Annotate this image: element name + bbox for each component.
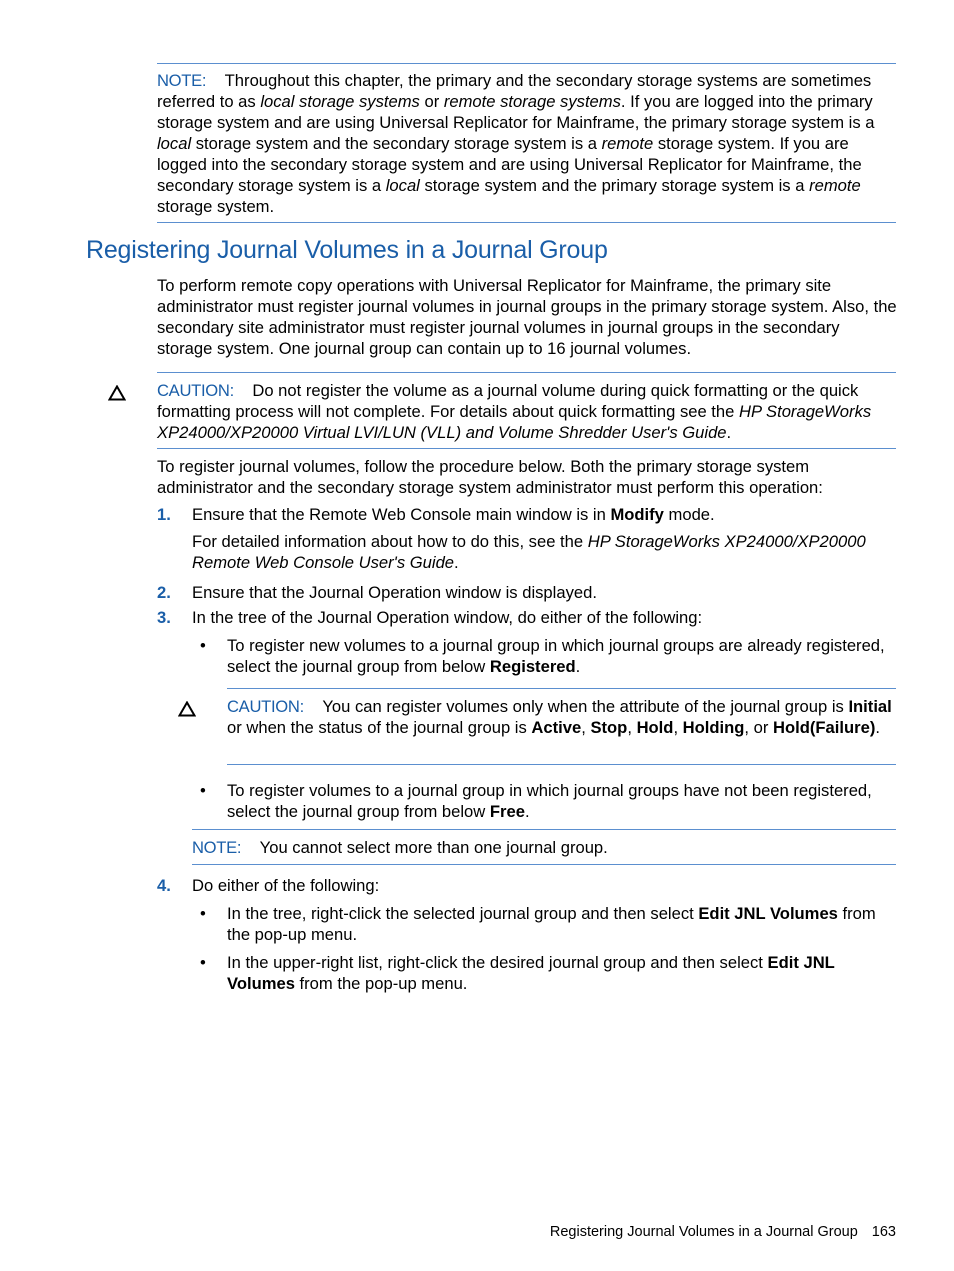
step-4-bullet-1: In the tree, right-click the selected journal group and then select Edit JNL Volumes from the pop-up menu.: [227, 904, 876, 944]
step-1-detail: For detailed information about how to do this, see the HP StorageWorks XP24000/XP20000 Remote Web Console User's Guide.: [192, 532, 866, 572]
intro-paragraph: To perform remote copy operations with Universal Replicator for Mainframe, the primary site administrator must register journal volumes in journal groups in the primary storage system. Also, the secondary site administrator must register journal volumes in journal groups in the secondary storage system. One journal group can contain up to 16 journal volumes.: [157, 276, 897, 358]
bullet: •: [200, 953, 206, 972]
step-3-text: In the tree of the Journal Operation window, do either of the following:: [192, 608, 703, 627]
procedure-intro: To register journal volumes, follow the procedure below. Both the primary storage system administrator and the secondary storage system administrator must perform this operation:: [157, 457, 823, 497]
step-number: 3.: [157, 608, 171, 627]
bullet: •: [200, 636, 206, 655]
nested-note-text: NOTE: You cannot select more than one journal group.: [192, 838, 608, 857]
page-footer: [550, 1222, 896, 1243]
bullet: •: [200, 781, 206, 800]
step-4-bullet-2: In the upper-right list, right-click the desired journal group and then select Edit JNL Volumes from the pop-up menu.: [227, 953, 835, 993]
note-block: [157, 70, 897, 217]
caution-triangle-icon: [108, 385, 126, 401]
step-3-bullet-2: To register volumes to a journal group in which journal groups have not been registered, select the journal group from below Free.: [227, 781, 872, 821]
nested-caution-bottom-rule: [227, 764, 896, 765]
caution-bottom-rule: [157, 448, 896, 449]
caution-triangle-icon: [178, 701, 196, 717]
note-text: NOTE: Throughout this chapter, the primary and the secondary storage systems are sometimes referred to as local storage systems or remote storage systems. If you are logged into the primary storage system and are using Universal Replicator for Mainframe, the primary storage system is a local storage system and the secondary storage system is a remote storage system. If you are logged into the secondary storage system and are using Universal Replicator for Mainframe, the secondary storage system is a local storage system and the primary storage system is a remote storage system.: [157, 71, 875, 216]
step-1-text: Ensure that the Remote Web Console main window is in Modify mode.: [192, 505, 715, 524]
nested-note-bottom-rule: [192, 864, 896, 865]
step-number: 4.: [157, 876, 171, 895]
step-2-text: Ensure that the Journal Operation window is displayed.: [192, 583, 597, 602]
section-heading: Registering Journal Volumes in a Journal Group: [86, 236, 608, 264]
note-top-rule: [157, 63, 896, 64]
footer-title: Registering Journal Volumes in a Journal Group: [549, 1224, 858, 1240]
page-number: 163: [871, 1224, 896, 1240]
step-number: 1.: [157, 505, 171, 524]
nested-caution-top-rule: [227, 688, 896, 689]
note-bottom-rule: [157, 222, 896, 223]
nested-note-top-rule: [192, 829, 896, 830]
note-label: NOTE:: [192, 838, 242, 857]
caution-label: CAUTION:: [227, 697, 304, 716]
nested-caution-text: CAUTION: You can register volumes only when the attribute of the journal group is Initial or when the status of the journal group is Active, Stop, Hold, Holding, or Hold(Failure).: [227, 697, 892, 737]
step-number: 2.: [157, 583, 171, 602]
caution-top-rule: [157, 372, 896, 373]
caution-label: CAUTION:: [157, 381, 234, 400]
bullet: •: [200, 904, 206, 923]
note-label: NOTE:: [157, 71, 207, 90]
caution-text: CAUTION: Do not register the volume as a journal volume during quick formatting or the quick formatting process will not complete. For details about quick formatting see the HP StorageWorks XP24000/XP20000 Virtual LVI/LUN (VLL) and Volume Shredder User's Guide.: [157, 381, 872, 442]
step-4-text: Do either of the following:: [192, 876, 380, 895]
step-3-bullet-1: To register new volumes to a journal group in which journal groups are already registered, select the journal group from below Registered.: [227, 636, 885, 676]
caution-block: [157, 380, 897, 443]
